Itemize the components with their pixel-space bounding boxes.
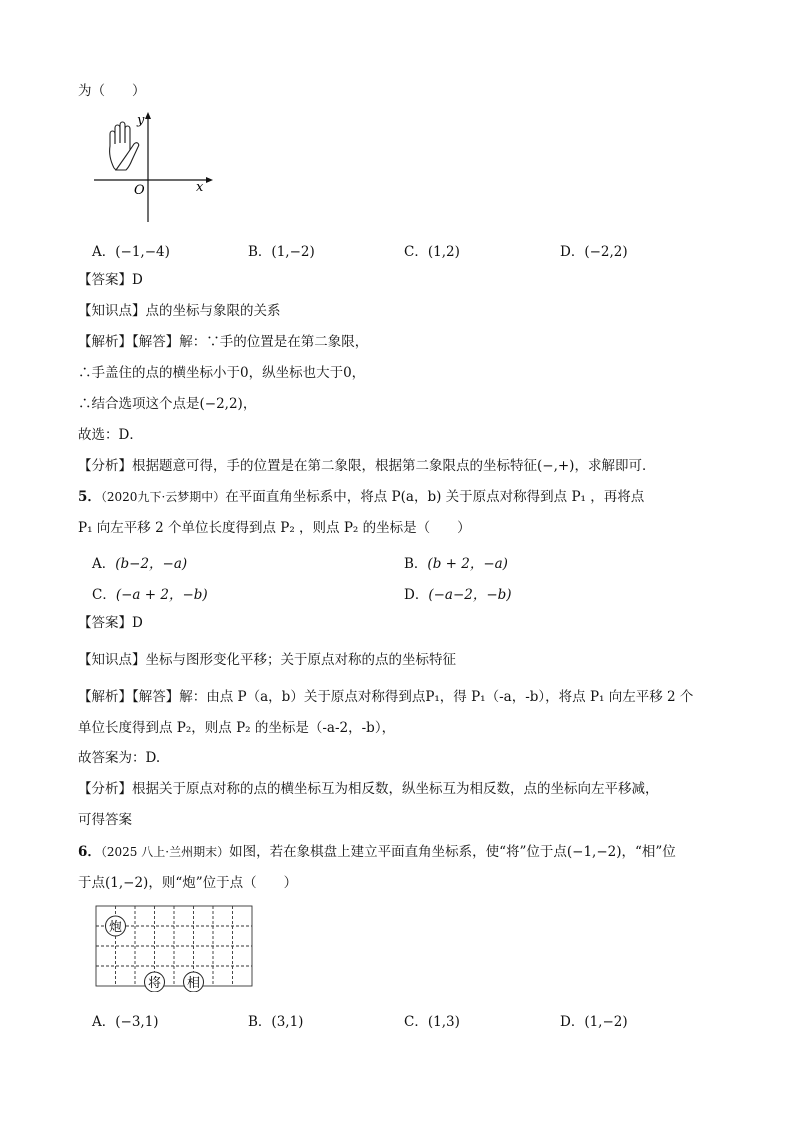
q4-option-a[interactable]: A．(−1,−4) — [92, 244, 170, 260]
q5-knowledge-point: 【知识点】坐标与图形变化平移；关于原点对称的点的坐标特征 — [78, 652, 456, 668]
q5-analysis-3: 故答案为：D. — [78, 750, 161, 766]
q4-analysis-1: 【解析】【解答】解：∵手的位置是在第二象限， — [78, 334, 369, 350]
q5-option-c[interactable]: C．(−a + 2，−b) — [92, 587, 208, 603]
q5-analysis-1: 【解析】【解答】解：由点 P（a，b）关于原点对称得到点P₁，得 P₁（-a，-b），将点 P₁ 向左平移 2 个 — [78, 689, 694, 705]
q5-fenxi-2: 可得答案 — [78, 812, 132, 828]
q5-stem-1: 5．（2020九下·云梦期中）在平面直角坐标系中，将点 P(a，b) 关于原点对称得到点 P₁ ，再将点 — [78, 489, 645, 505]
q4-coordinate-figure — [88, 110, 218, 225]
chess-piece-xiang — [184, 972, 204, 992]
chess-piece-jiang — [145, 972, 165, 992]
y-axis-label: y — [137, 113, 145, 128]
q6-option-c[interactable]: C．(1,3) — [404, 1014, 460, 1030]
chess-piece-pao — [106, 916, 126, 936]
q6-option-a[interactable]: A．(−3,1) — [92, 1014, 159, 1030]
q5-stem-2: P₁ 向左平移 2 个单位长度得到点 P₂ ，则点 P₂ 的坐标是（ ） — [78, 520, 471, 536]
q6-option-d[interactable]: D．(1,−2) — [560, 1014, 628, 1030]
q5-option-b[interactable]: B．(b + 2，−a) — [404, 556, 508, 572]
q4-fenxi: 【分析】根据题意可得，手的位置是在第二象限，根据第二象限点的坐标特征(−,+)，求解即可． — [78, 458, 656, 474]
q4-analysis-2: ∴手盖住的点的横坐标小于0，纵坐标也大于0， — [78, 365, 366, 381]
q5-option-a[interactable]: A．(b−2，−a) — [92, 556, 188, 572]
origin-label: O — [134, 183, 145, 198]
q5-option-d[interactable]: D．(−a−2，−b) — [404, 587, 512, 603]
q6-stem-2: 于点(1,−2)，则“炮”位于点（ ） — [78, 875, 298, 891]
svg-text:将: 将 — [147, 976, 162, 991]
q6-chessboard-figure — [92, 902, 257, 992]
hand-icon — [110, 122, 139, 170]
q4-analysis-4: 故选：D． — [78, 427, 143, 443]
q4-knowledge-point: 【知识点】点的坐标与象限的关系 — [78, 303, 281, 319]
q4-analysis-3: ∴结合选项这个点是(−2,2)， — [78, 396, 257, 412]
x-axis-arrow-icon — [206, 177, 213, 183]
q6-option-b[interactable]: B．(3,1) — [248, 1014, 304, 1030]
svg-text:炮: 炮 — [108, 920, 123, 935]
q5-answer: 【答案】D — [78, 615, 143, 631]
q4-answer: 【答案】D — [78, 272, 143, 288]
q5-analysis-2: 单位长度得到点 P₂，则点 P₂ 的坐标是（-a-2，-b）， — [78, 720, 396, 736]
q4-option-d[interactable]: D．(−2,2) — [560, 244, 628, 260]
q4-option-b[interactable]: B．(1,−2) — [248, 244, 315, 260]
q5-fenxi-1: 【分析】根据关于原点对称的点的横坐标互为相反数，纵坐标互为相反数，点的坐标向左平移减， — [78, 781, 659, 797]
q4-stem-tail: 为（ ） — [78, 83, 146, 99]
y-axis-arrow-icon — [145, 112, 151, 119]
svg-text:相: 相 — [186, 976, 201, 991]
q4-option-c[interactable]: C．(1,2) — [404, 244, 460, 260]
q6-stem-1: 6．（2025 八上·兰州期末）如图，若在象棋盘上建立平面直角坐标系，使“将”位于点(−1,−2)，“相”位 — [78, 844, 676, 860]
x-axis-label: x — [196, 180, 204, 195]
